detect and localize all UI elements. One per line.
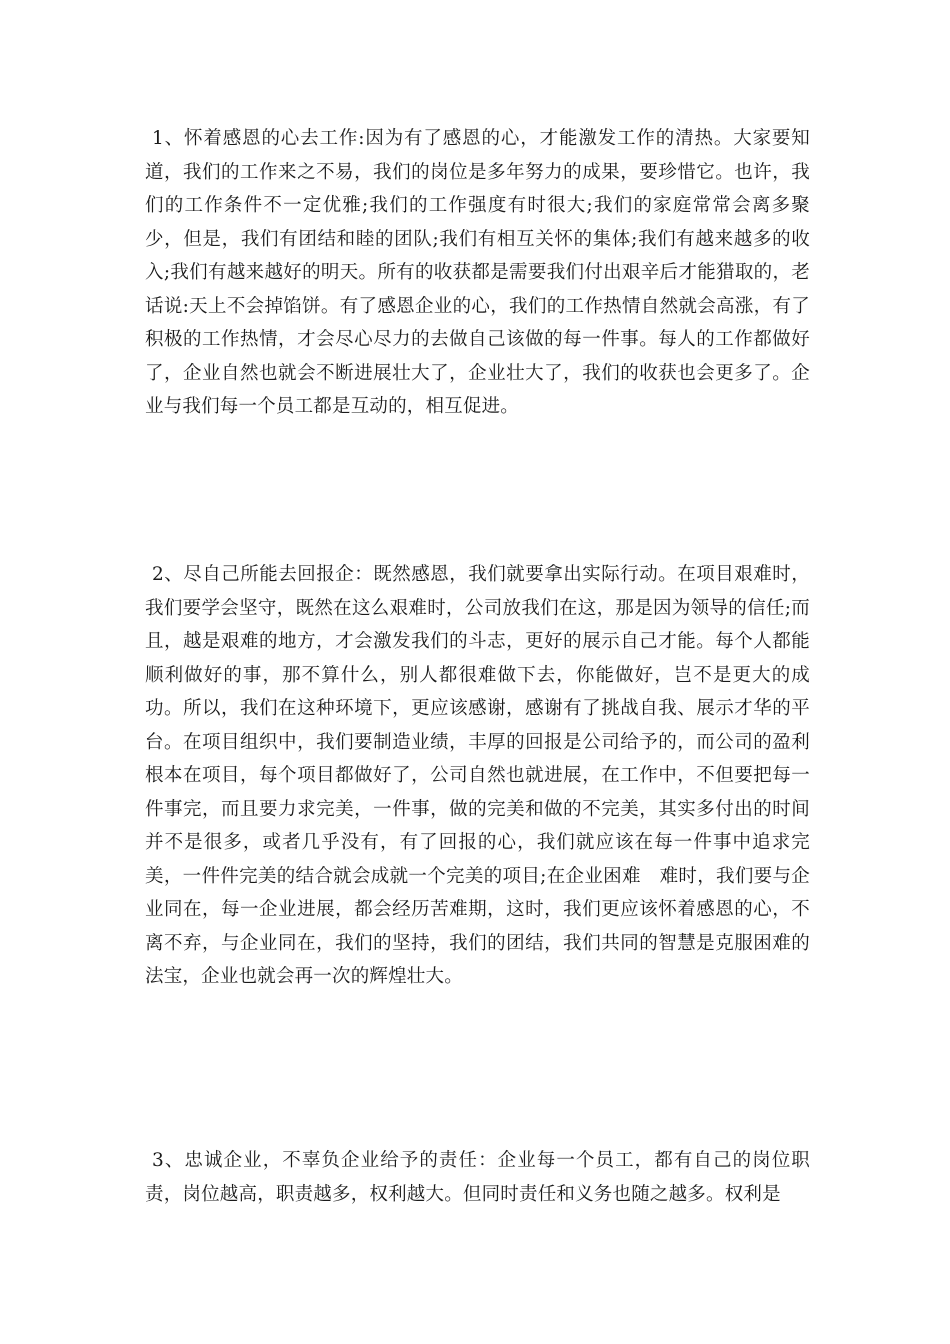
- paragraph-2: 2、尽自己所能去回报企：既然感恩，我们就要拿出实际行动。在项目艰难时，我们要学会坚守，既然在这么艰难时，公司放我们在这，那是因为领导的信任;而且，越是艰难的地方，才会激发我们的斗志，更好的展示自己才能。每个人都能顺利做好的事，那不算什么，别人都很难做下去，你能做好，岂不是更大的成功。所以，我们在这种环境下，更应该感谢，感谢有了挑战自我、展示才华的平台。在项目组织中，我们要制造业绩，丰厚的回报是公司给予的，而公司的盈利根本在项目，每个项目都做好了，公司自然也就进展，在工作中，不但要把每一件事完，而且要力求完美，一件事，做的完美和做的不完美，其实多付出的时间并不是很多，或者几乎没有，有了回报的心，我们就应该在每一件事中追求完美，一件件完美的结合就会成就一个完美的项目;在企业困难 难时，我们要与企业同在，每一企业进展，都会经历苦难期，这时，我们更应该怀着感恩的心，不离不弃，与企业同在，我们的坚持，我们的团结，我们共同的智慧是克服困难的法宝，企业也就会再一次的辉煌壮大。: [145, 564, 810, 987]
- paragraph-1: 1、怀着感恩的心去工作:因为有了感恩的心，才能激发工作的清热。大家要知道，我们的工作来之不易，我们的岗位是多年努力的成果，要珍惜它。也许，我们的工作条件不一定优雅;我们的工作强度有时很大;我们的家庭常常会离多聚少，但是，我们有团结和睦的团队;我们有相互关怀的集体;我们有越来越多的收入;我们有越来越好的明天。所有的收获都是需要我们付出艰辛后才能猎取的，老话说:天上不会掉馅饼。有了感恩企业的心，我们的工作热情自然就会高涨，有了积极的工作热情，才会尽心尽力的去做自己该做的每一件事。每人的工作都做好了，企业自然也就会不断进展壮大了，企业壮大了，我们的收获也会更多了。企业与我们每一个员工都是互动的，相互促进。: [145, 128, 810, 417]
- paragraph-3: 3、忠诚企业，不辜负企业给予的责任：企业每一个员工，都有自己的岗位职责，岗位越高，职责越多，权利越大。但同时责任和义务也随之越多。权利是: [145, 1150, 810, 1205]
